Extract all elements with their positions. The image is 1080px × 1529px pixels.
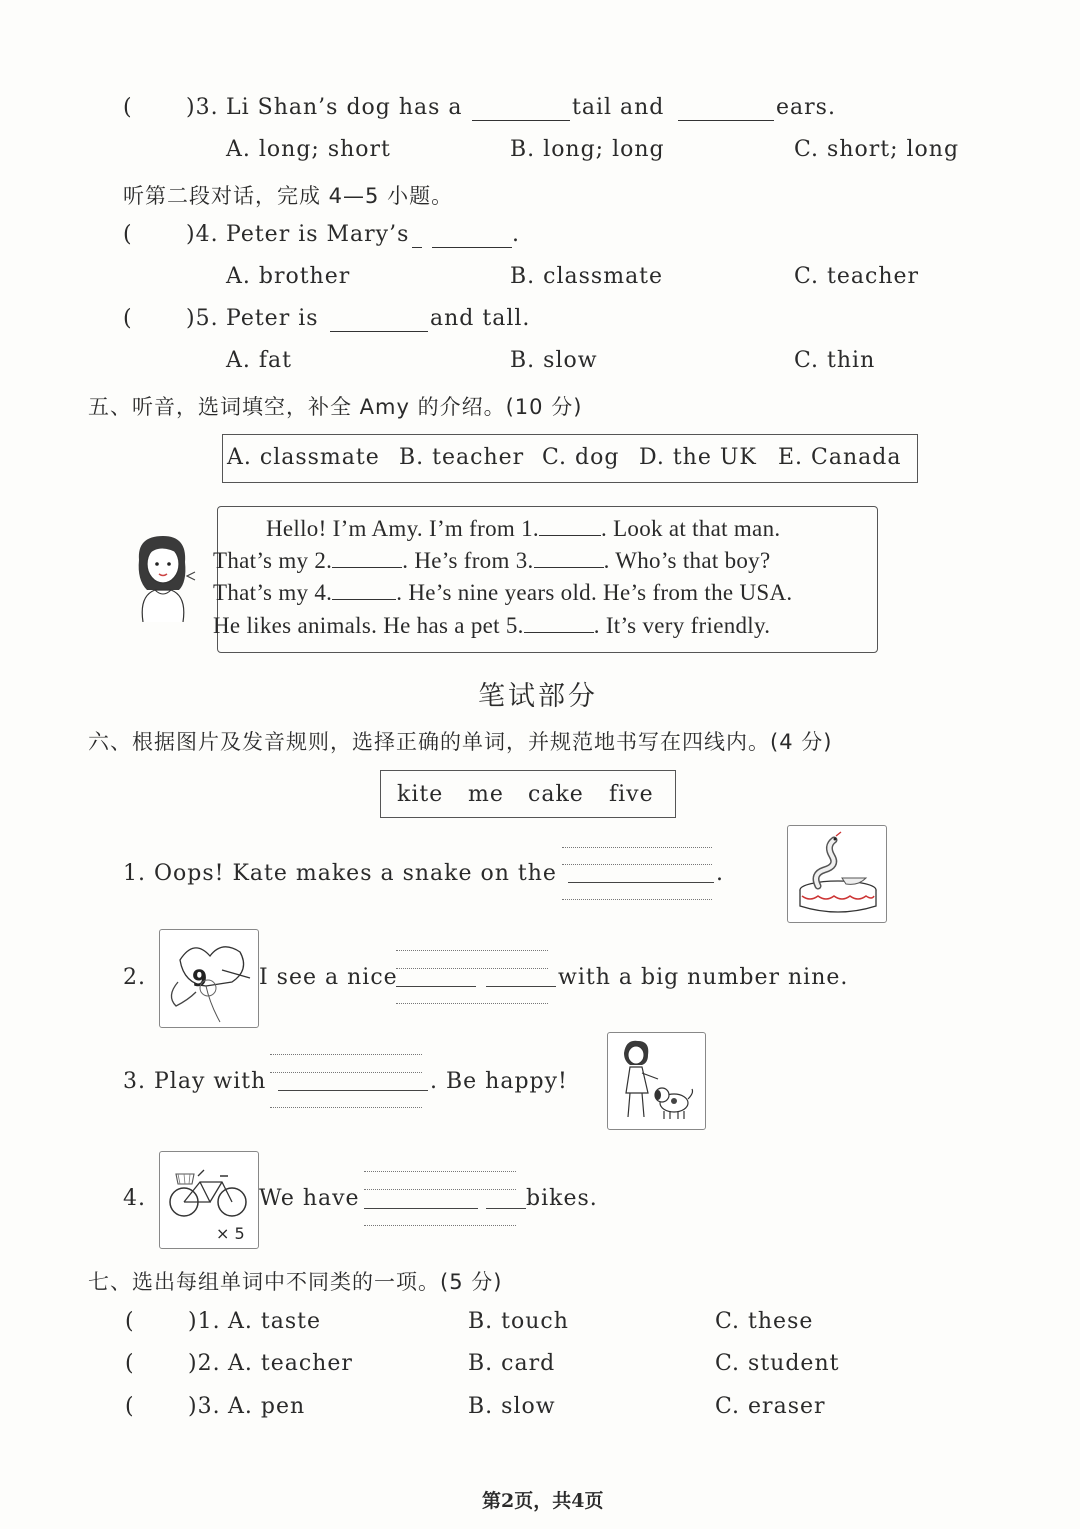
story-text: He likes animals. He has a pet 5. bbox=[213, 613, 524, 638]
question-number: )1. bbox=[188, 1309, 221, 1334]
answer-blank-1[interactable] bbox=[539, 517, 601, 536]
question-number: )5. bbox=[186, 306, 219, 331]
story-line-3 bbox=[213, 580, 792, 606]
story-line-2 bbox=[213, 548, 771, 574]
sentence-3: 3. Play with bbox=[123, 1069, 267, 1094]
four-line-guide bbox=[364, 1189, 516, 1190]
page-footer: 第2页，共4页 bbox=[482, 1490, 604, 1512]
answer-blank-4[interactable] bbox=[332, 581, 396, 600]
four-line-guide bbox=[562, 899, 712, 900]
girl-with-dog-picture bbox=[607, 1032, 706, 1130]
four-line-writing-line[interactable] bbox=[568, 882, 714, 883]
sentence-2-end: with a big number nine. bbox=[558, 965, 849, 990]
option-c: C. eraser bbox=[715, 1394, 826, 1419]
word-choice: cake bbox=[528, 782, 584, 807]
question-number: 4. bbox=[123, 1186, 146, 1211]
four-line-guide bbox=[396, 950, 548, 951]
story-text: . He’s nine years old. He’s from the USA. bbox=[396, 580, 793, 605]
word-choice: me bbox=[468, 782, 504, 807]
answer-paren: ( bbox=[123, 95, 133, 120]
four-line-guide bbox=[270, 1107, 422, 1108]
bikes-picture bbox=[159, 1151, 259, 1249]
answer-blank-2[interactable] bbox=[332, 549, 402, 568]
story-text: That’s my 4. bbox=[213, 580, 333, 605]
word-option: D. the UK bbox=[639, 445, 757, 470]
sentence-2: I see a nice bbox=[259, 965, 398, 990]
story-text: Hello! I’m Amy. I’m from 1. bbox=[266, 516, 539, 541]
word-option: A. classmate bbox=[227, 445, 380, 470]
option-c: C. these bbox=[715, 1309, 814, 1334]
option-a: A. fat bbox=[226, 348, 292, 373]
kite-picture bbox=[159, 929, 259, 1028]
four-line-guide bbox=[396, 1003, 548, 1004]
story-text: . He’s from 3. bbox=[402, 548, 534, 573]
answer-blank[interactable] bbox=[678, 100, 774, 121]
word-choice: five bbox=[609, 782, 654, 807]
four-line-writing-line[interactable] bbox=[364, 1208, 478, 1209]
answer-paren: ( bbox=[125, 1351, 135, 1376]
question-number: )4. bbox=[186, 222, 219, 247]
section-6-title: 六、根据图片及发音规则，选择正确的单词，并规范地书写在四线内。(4 分) bbox=[88, 730, 833, 754]
option-b: B. card bbox=[468, 1351, 556, 1376]
sentence-1: 1. Oops! Kate makes a snake on the bbox=[123, 861, 557, 886]
answer-blank[interactable] bbox=[472, 100, 570, 121]
option-c: C. short; long bbox=[794, 137, 960, 162]
question-number: )3. bbox=[188, 1394, 221, 1419]
four-line-guide bbox=[562, 864, 712, 865]
option-c: C. thin bbox=[794, 348, 876, 373]
word-option: C. dog bbox=[542, 445, 620, 470]
word-choice-box bbox=[380, 770, 676, 818]
answer-blank[interactable] bbox=[412, 227, 422, 248]
girl-amy-illustration bbox=[125, 530, 205, 622]
section-5-title: 五、听音，选词填空，补全 Amy 的介绍。(10 分) bbox=[88, 395, 583, 419]
story-text: . Who’s that boy? bbox=[603, 548, 771, 573]
option-b: B. slow bbox=[468, 1394, 556, 1419]
section-7-title: 七、选出每组单词中不同类的一项。(5 分) bbox=[88, 1270, 503, 1294]
four-line-guide bbox=[396, 968, 548, 969]
four-line-writing-line[interactable] bbox=[486, 1208, 526, 1209]
option-b: B. slow bbox=[510, 348, 598, 373]
option-a: A. brother bbox=[226, 264, 351, 289]
option-b: B. classmate bbox=[510, 264, 664, 289]
question-number: 2. bbox=[123, 965, 146, 990]
quantity-label: × 5 bbox=[216, 1224, 245, 1243]
snake-cake-picture bbox=[787, 825, 887, 923]
option-b: B. touch bbox=[468, 1309, 569, 1334]
answer-paren: ( bbox=[123, 306, 133, 331]
question-stem: Li Shan’s dog has a bbox=[226, 95, 463, 120]
question-stem: tail and bbox=[572, 95, 665, 120]
four-line-writing-line[interactable] bbox=[396, 986, 476, 987]
story-line-1 bbox=[266, 516, 780, 542]
word-choice: kite bbox=[397, 782, 444, 807]
dialog-instruction: 听第二段对话，完成 4—5 小题。 bbox=[123, 184, 454, 208]
answer-blank-5[interactable] bbox=[524, 614, 594, 633]
question-stem: Peter is bbox=[226, 306, 319, 331]
question-number: )3. bbox=[186, 95, 219, 120]
period: . bbox=[716, 861, 724, 886]
period: . bbox=[512, 222, 520, 247]
word-option: B. teacher bbox=[399, 445, 525, 470]
answer-blank[interactable] bbox=[432, 227, 512, 248]
sentence-4: We have bbox=[259, 1186, 360, 1211]
four-line-guide bbox=[364, 1171, 516, 1172]
four-line-guide bbox=[364, 1225, 516, 1226]
answer-paren: ( bbox=[125, 1394, 135, 1419]
story-text: That’s my 2. bbox=[213, 548, 333, 573]
option-a: A. long; short bbox=[226, 137, 391, 162]
word-bank-box bbox=[222, 434, 918, 483]
option-b: B. long; long bbox=[510, 137, 665, 162]
answer-blank-3[interactable] bbox=[534, 549, 604, 568]
option-a: A. teacher bbox=[228, 1351, 353, 1376]
four-line-guide bbox=[562, 847, 712, 848]
option-a: A. taste bbox=[228, 1309, 321, 1334]
four-line-writing-line[interactable] bbox=[486, 986, 556, 987]
four-line-guide bbox=[270, 1072, 422, 1073]
kite-number: 9 bbox=[192, 967, 208, 992]
four-line-writing-line[interactable] bbox=[278, 1090, 428, 1091]
question-stem: Peter is Mary’s bbox=[226, 222, 410, 247]
story-line-4 bbox=[213, 613, 770, 639]
four-line-guide bbox=[270, 1054, 422, 1055]
sentence-3-end: . Be happy! bbox=[430, 1069, 568, 1094]
question-number: )2. bbox=[188, 1351, 221, 1376]
question-stem: ears. bbox=[776, 95, 836, 120]
answer-paren: ( bbox=[125, 1309, 135, 1334]
story-text: . Look at that man. bbox=[600, 516, 781, 541]
answer-paren: ( bbox=[123, 222, 133, 247]
word-option: E. Canada bbox=[778, 445, 902, 470]
sentence-4-end: bikes. bbox=[526, 1186, 598, 1211]
option-c: C. student bbox=[715, 1351, 840, 1376]
story-text: . It’s very friendly. bbox=[593, 613, 771, 638]
option-c: C. teacher bbox=[794, 264, 920, 289]
answer-blank[interactable] bbox=[330, 311, 428, 332]
option-a: A. pen bbox=[228, 1394, 306, 1419]
written-section-heading: 笔试部分 bbox=[478, 681, 598, 712]
question-stem: and tall. bbox=[430, 306, 531, 331]
